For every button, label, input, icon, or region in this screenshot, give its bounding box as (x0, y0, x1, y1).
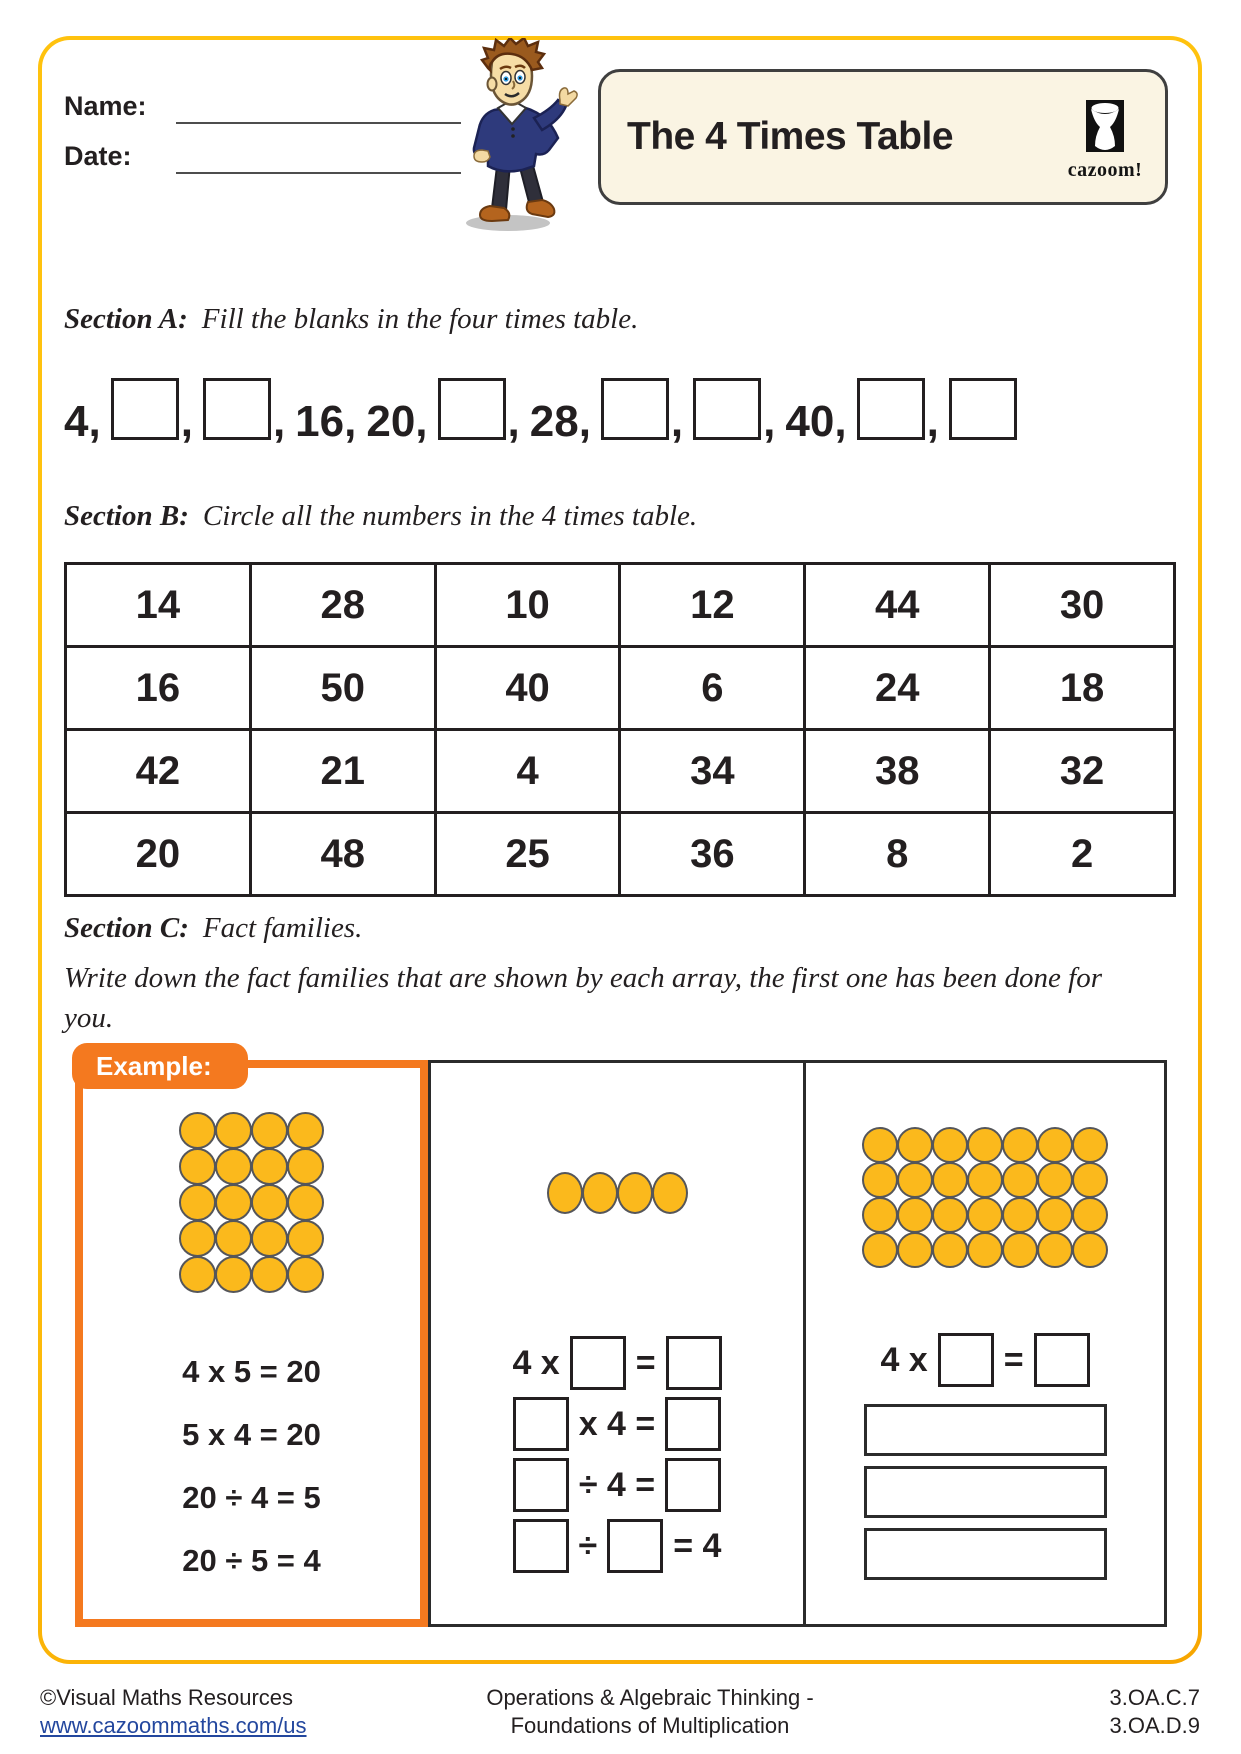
counter-dot (215, 1148, 252, 1185)
counter-dot (1037, 1162, 1073, 1198)
number-cell[interactable]: 4 (435, 730, 620, 813)
example-equation: 20 ÷ 4 = 5 (182, 1480, 321, 1515)
counter-dot (251, 1256, 288, 1293)
example-panel (75, 1051, 428, 1627)
counter-dot (547, 1172, 583, 1214)
equation-row (431, 1397, 803, 1451)
counter-dot (862, 1232, 898, 1268)
example-equation: 5 x 4 = 20 (182, 1417, 321, 1452)
equation-text: , (670, 397, 684, 446)
counter-dot (251, 1220, 288, 1257)
number-cell[interactable]: 32 (990, 730, 1175, 813)
footer-left (40, 1684, 307, 1740)
logo-wordmark: cazoom! (1067, 159, 1143, 181)
equation-text: 16, (295, 397, 357, 446)
section-b-instruction: Circle all the numbers in the 4 times table. (202, 500, 698, 532)
section-b-label: Section B: (64, 500, 189, 532)
drum-icon (1086, 100, 1124, 152)
number-cell[interactable]: 40 (435, 647, 620, 730)
numbers-table (64, 562, 1176, 897)
answer-box[interactable] (203, 378, 271, 440)
equation-text: 28, (529, 397, 591, 446)
name-label: Name: (64, 91, 147, 121)
equation-text: ÷ (578, 1526, 598, 1565)
answer-box[interactable] (949, 378, 1017, 440)
answer-line-box[interactable] (864, 1528, 1107, 1580)
number-cell[interactable]: 20 (66, 813, 251, 896)
counter-dot (215, 1256, 252, 1293)
equation-text: ÷ 4 = (578, 1465, 656, 1504)
dot-row (863, 1162, 1108, 1197)
counter-dot (967, 1162, 1003, 1198)
equation-text: = (1003, 1340, 1024, 1379)
counter-dot (932, 1127, 968, 1163)
answer-box[interactable] (607, 1519, 663, 1573)
number-cell[interactable]: 24 (805, 647, 990, 730)
equation-row (431, 1519, 803, 1573)
counter-dot (932, 1162, 968, 1198)
number-cell[interactable]: 2 (990, 813, 1175, 896)
equation-text: , (926, 397, 939, 446)
answer-box[interactable] (513, 1397, 569, 1451)
counter-dot (1037, 1197, 1073, 1233)
answer-line-box[interactable] (864, 1466, 1107, 1518)
section-c-description: Write down the fact families that are shown by each array, the first one has been done for you. (64, 962, 1102, 1034)
name-input-line[interactable] (176, 88, 461, 124)
number-cell[interactable]: 6 (620, 647, 805, 730)
counter-dot (1002, 1162, 1038, 1198)
panel3-dot-array (806, 1127, 1164, 1267)
counter-dot (897, 1232, 933, 1268)
counter-dot (1002, 1232, 1038, 1268)
counter-dot (652, 1172, 688, 1214)
counter-dot (287, 1148, 324, 1185)
answer-box[interactable] (601, 378, 669, 440)
answer-box[interactable] (513, 1458, 569, 1512)
equation-text: 4 x (880, 1340, 928, 1379)
counter-dot (179, 1112, 216, 1149)
date-label: Date: (64, 141, 132, 171)
counter-dot (967, 1197, 1003, 1233)
counter-dot (215, 1220, 252, 1257)
dot-row (180, 1220, 324, 1256)
number-cell[interactable]: 16 (66, 647, 251, 730)
footer-strand-line2: Foundations of Multiplication (510, 1713, 790, 1738)
equation-text: x 4 = (578, 1404, 656, 1443)
counter-dot (251, 1112, 288, 1149)
title-box (598, 69, 1168, 205)
table-row (66, 564, 1175, 647)
dot-row (180, 1184, 324, 1220)
footer-standard-2: 3.OA.D.9 (1109, 1713, 1200, 1738)
counter-dot (287, 1220, 324, 1257)
counter-dot (897, 1197, 933, 1233)
number-cell[interactable]: 10 (435, 564, 620, 647)
counter-dot (932, 1197, 968, 1233)
dot-row (863, 1232, 1108, 1267)
answer-box[interactable] (665, 1397, 721, 1451)
section-c-label: Section C: (64, 912, 189, 944)
counter-dot (1072, 1162, 1108, 1198)
counter-dot (251, 1184, 288, 1221)
sequence-row (64, 378, 1179, 446)
table-row (66, 813, 1175, 896)
answer-box[interactable] (857, 378, 925, 440)
boy-character-illustration (446, 38, 581, 233)
counter-dot (1072, 1127, 1108, 1163)
answer-box[interactable] (938, 1333, 994, 1387)
equation-text: , (763, 397, 776, 446)
dot-row (863, 1127, 1108, 1162)
equation-text: = (635, 1343, 656, 1382)
answer-box[interactable] (438, 378, 506, 440)
footer-copyright: ©Visual Maths Resources (40, 1685, 294, 1710)
counter-dot (179, 1220, 216, 1257)
answer-box[interactable] (1034, 1333, 1090, 1387)
number-cell[interactable]: 28 (250, 564, 435, 647)
equation-text: , (180, 397, 193, 446)
equation-row (431, 1336, 803, 1390)
footer-center (350, 1684, 950, 1740)
counter-dot (287, 1112, 324, 1149)
section-a-label: Section A: (64, 303, 188, 335)
counter-dot (617, 1172, 653, 1214)
number-cell[interactable]: 18 (990, 647, 1175, 730)
table-row (66, 647, 1175, 730)
footer-strand-line1: Operations & Algebraic Thinking - (486, 1685, 814, 1710)
counter-dot (1072, 1232, 1108, 1268)
number-cell[interactable]: 12 (620, 564, 805, 647)
number-cell[interactable]: 25 (435, 813, 620, 896)
answer-box[interactable] (693, 378, 761, 440)
counter-dot (251, 1148, 288, 1185)
number-cell[interactable]: 48 (250, 813, 435, 896)
number-cell[interactable]: 34 (620, 730, 805, 813)
fact-panel-3 (806, 1060, 1167, 1627)
equation-text: = 4 (673, 1526, 722, 1565)
cazoom-logo (1055, 100, 1155, 182)
example-equation: 4 x 5 = 20 (182, 1354, 321, 1389)
example-equation: 20 ÷ 5 = 4 (182, 1543, 321, 1578)
answer-box[interactable] (111, 378, 179, 440)
counter-dot (287, 1256, 324, 1293)
answer-box[interactable] (666, 1336, 722, 1390)
number-cell[interactable]: 42 (66, 730, 251, 813)
panel2-equations (431, 1336, 803, 1573)
counter-dot (897, 1127, 933, 1163)
counter-dot (967, 1127, 1003, 1163)
equation-text: , (272, 397, 286, 446)
dot-row (180, 1148, 324, 1184)
number-cell[interactable]: 8 (805, 813, 990, 896)
answer-box[interactable] (570, 1336, 626, 1390)
footer-website-link[interactable]: www.cazoommaths.com/us (40, 1713, 307, 1738)
counter-dot (897, 1162, 933, 1198)
equation-text: 20, (366, 397, 428, 446)
answer-box[interactable] (665, 1458, 721, 1512)
counter-dot (862, 1162, 898, 1198)
counter-dot (967, 1232, 1003, 1268)
section-a-instruction: Fill the blanks in the four times table. (201, 303, 639, 335)
dot-row (547, 1172, 687, 1213)
answer-box[interactable] (513, 1519, 569, 1573)
section-c-instruction: Fact families. (202, 912, 363, 944)
counter-dot (862, 1127, 898, 1163)
date-input-line[interactable] (176, 138, 461, 174)
number-cell[interactable]: 44 (805, 564, 990, 647)
counter-dot (179, 1148, 216, 1185)
counter-dot (862, 1197, 898, 1233)
counter-dot (582, 1172, 618, 1214)
example-dot-array (83, 1112, 420, 1292)
counter-dot (215, 1112, 252, 1149)
counter-dot (179, 1184, 216, 1221)
counter-dot (1002, 1197, 1038, 1233)
counter-dot (932, 1232, 968, 1268)
section-a-heading (64, 303, 638, 336)
footer-standards (1110, 1684, 1200, 1740)
dot-row (180, 1112, 324, 1148)
answer-line-box[interactable] (864, 1404, 1107, 1456)
dot-row (180, 1256, 324, 1292)
name-row (64, 88, 484, 124)
panel2-dot-array (431, 1172, 803, 1213)
counter-dot (1072, 1197, 1108, 1233)
counter-dot (1002, 1127, 1038, 1163)
equation-text: 4 x (512, 1343, 560, 1382)
equation-row (806, 1333, 1164, 1387)
example-tab: Example: (72, 1043, 248, 1089)
dot-row (863, 1197, 1108, 1232)
equation-text: 4, (64, 397, 101, 446)
counter-dot (179, 1256, 216, 1293)
footer-standard-1: 3.OA.C.7 (1109, 1685, 1200, 1710)
example-equations (83, 1340, 420, 1592)
number-cell[interactable]: 14 (66, 564, 251, 647)
number-cell[interactable]: 50 (250, 647, 435, 730)
number-cell[interactable]: 38 (805, 730, 990, 813)
number-cell[interactable]: 36 (620, 813, 805, 896)
fact-panel-2 (428, 1060, 806, 1627)
name-date-block (64, 88, 484, 188)
number-cell[interactable]: 21 (250, 730, 435, 813)
counter-dot (287, 1184, 324, 1221)
counter-dot (1037, 1127, 1073, 1163)
counter-dot (215, 1184, 252, 1221)
page-title: The 4 Times Table (627, 115, 954, 158)
equation-row (431, 1458, 803, 1512)
table-row (66, 730, 1175, 813)
panel3-answer-lines (806, 1404, 1164, 1580)
section-b-heading (64, 500, 697, 533)
equation-text: , (507, 397, 520, 446)
date-row (64, 138, 484, 174)
section-c-heading (64, 912, 362, 945)
number-cell[interactable]: 30 (990, 564, 1175, 647)
counter-dot (1037, 1232, 1073, 1268)
fact-family-panels (75, 1051, 1167, 1627)
equation-text: 40, (785, 397, 847, 446)
